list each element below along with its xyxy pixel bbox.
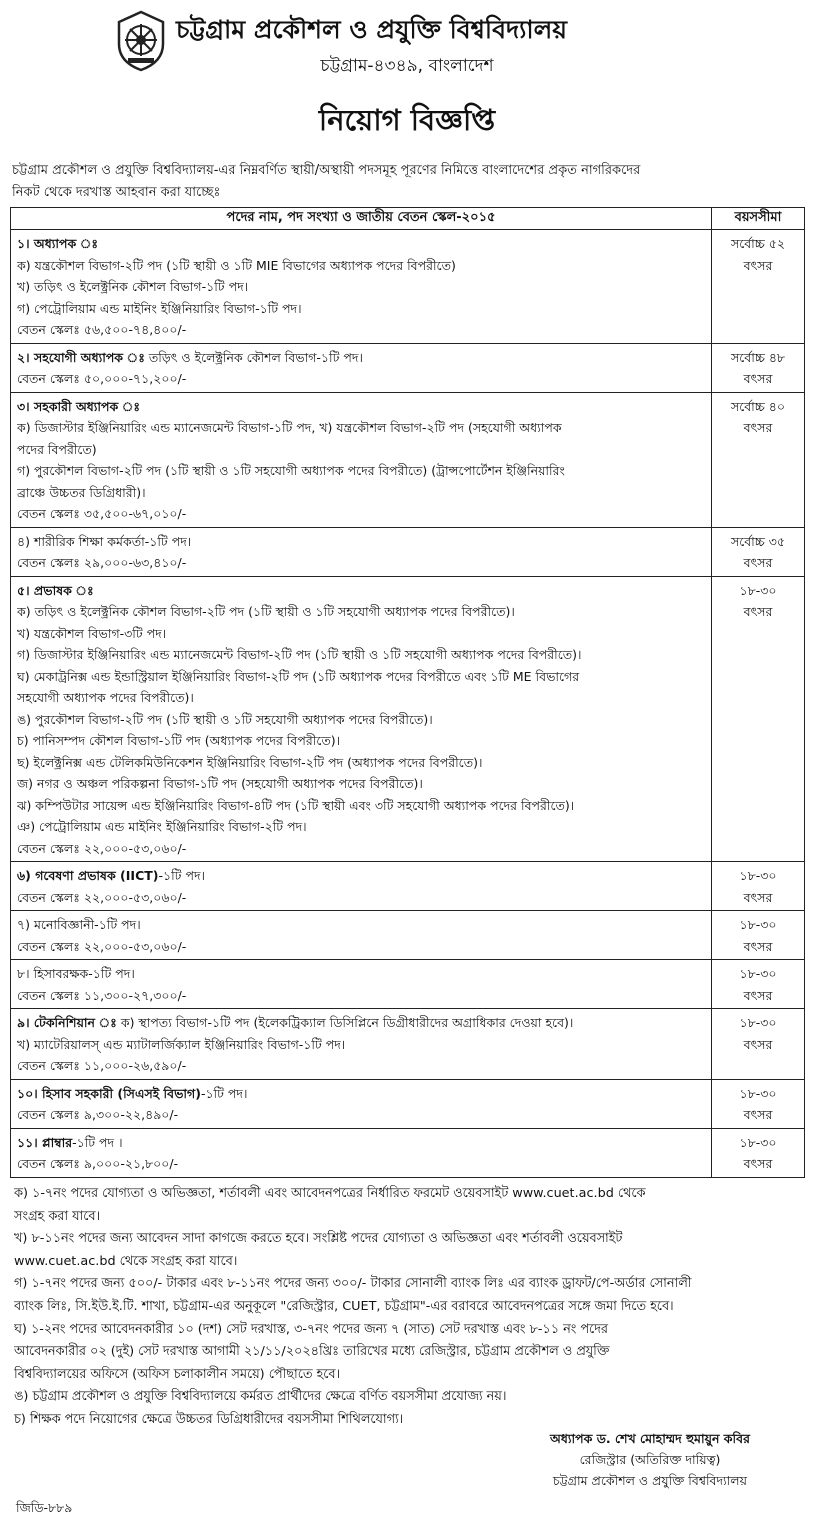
notes-section	[14, 1183, 806, 1432]
age-limit	[712, 343, 805, 392]
signatory-designation: রেজিস্ট্রার (অতিরিক্ত দায়িত্ব)	[579, 1452, 721, 1467]
note-line: খ) ৮-১১নং পদের জন্য আবেদন সাদা কাগজে করতে হবে। সংশ্লিষ্ট পদের যোগ্যতা ও অভিজ্ঞতা এবং শর্তাবলী ওয়েবসাইট	[14, 1231, 623, 1247]
table-header-row	[11, 208, 805, 230]
post-title: ৮। হিসাবরক্ষক-১টি পদ।	[17, 966, 135, 981]
age-limit	[712, 230, 805, 344]
post-title: ১। অধ্যাপক ঃ	[17, 236, 99, 251]
post-detail-line: বেতন স্কেলঃ ৫৬,৫০০-৭৪,৪০০/-	[17, 322, 187, 337]
table-row	[11, 1079, 805, 1128]
post-title: ১১। প্লাম্বার	[17, 1134, 73, 1150]
post-title: ৯। টেকনিশিয়ান ঃ	[17, 1015, 117, 1030]
post-detail-line: বেতন স্কেলঃ ৫০,০০০-৭১,২০০/-	[17, 371, 187, 386]
signature-block	[500, 1428, 800, 1491]
table-row	[11, 960, 805, 1009]
post-detail-line: ক) তড়িৎ ও ইলেক্ট্রনিক কৌশল বিভাগ-২টি পদ (১টি স্থায়ী ও ১টি সহযোগী অধ্যাপক পদের বিপরীতে)।	[17, 604, 515, 619]
age-limit-line: বৎসর	[743, 555, 773, 570]
age-limit-line: ১৮-৩০	[739, 582, 777, 598]
post-heading-line	[17, 865, 705, 887]
post-title: ২। সহযোগী অধ্যাপক ঃ	[17, 349, 145, 365]
post-description	[11, 1009, 712, 1080]
age-limit-line: বৎসর	[743, 889, 773, 905]
post-description	[11, 230, 712, 344]
age-limit-line: ১৮-৩০	[739, 1015, 777, 1030]
post-detail-line: ঘ) মেকাট্রনিক্স এন্ড ইন্ডাস্ট্রিয়াল ইঞ্জিনিয়ারিং বিভাগ-২টি পদ (১টি অধ্যাপক পদের বিপরীতে এবং ১টি ME বিভাগের	[17, 668, 580, 684]
post-detail-line: বেতন স্কেলঃ ২২,০০০-৫৩,০৬০/-	[17, 938, 187, 954]
intro-line: নিকট থেকে দরখাস্ত আহবান করা যাচ্ছেঃ	[12, 184, 221, 200]
table-row	[11, 230, 805, 344]
age-limit-line: ১৮-৩০	[739, 966, 777, 981]
note-line: ঘ) ১-২নং পদের আবেদনকারীর ১০ (দশ) সেট দরখাস্ত, ৩-৭নং পদের জন্য ৭ (সাত) সেট দরখাস্ত এবং ৮-১১ নং পদের	[14, 1321, 608, 1337]
age-limit	[712, 960, 805, 1009]
post-detail-line: ব্রাঞ্চে উচ্চতর ডিগ্রিধারী)।	[17, 484, 146, 500]
age-limit-line: ১৮-৩০	[739, 1085, 777, 1101]
col-header-age: বয়সসীমা	[712, 208, 805, 230]
notice-title: নিয়োগ বিজ্ঞপ্তি	[318, 103, 496, 137]
post-title: ৪) শারীরিক শিক্ষা কর্মকর্তা-১টি পদ।	[17, 533, 192, 549]
post-title: ৭) মনোবিজ্ঞানী-১টি পদ।	[17, 917, 141, 932]
post-title-detail: তড়িৎ ও ইলেক্ট্রনিক কৌশল বিভাগ-১টি পদ।	[144, 349, 363, 365]
post-detail-line: সহযোগী অধ্যাপক পদের বিপরীতে)।	[17, 690, 194, 705]
age-limit-line: সর্বোচ্চ ৩৫	[730, 533, 786, 549]
post-title-detail: ক) স্থাপত্য বিভাগ-১টি পদ (ইলেকট্রিক্যাল ডিসিপ্লিনে ডিগ্রীধারীদের অগ্রাধিকার দেওয়া হবে)।	[116, 1015, 574, 1030]
post-description	[11, 960, 712, 1009]
post-heading-line	[17, 347, 705, 369]
age-limit-line: সর্বোচ্চ ৫২	[730, 236, 786, 251]
post-detail-line: বেতন স্কেলঃ ২৯,০০০-৬৩,৪১০/-	[17, 555, 187, 570]
post-description	[11, 392, 712, 527]
note-line: আবেদনকারীর ০২ (দুই) সেট দরখাস্ত আগামী ২১/১১/২০২৪খ্রিঃ তারিখের মধ্যে রেজিস্ট্রার, চট্টগ্রাম প্রকৌশল ও প্রযুক্তি	[14, 1344, 610, 1360]
post-title: ৫। প্রভাষক ঃ	[17, 582, 94, 598]
post-detail-line: ক) ডিজাস্টার ইঞ্জিনিয়ারিং এন্ড ম্যানেজমেন্ট বিভাগ-১টি পদ, খ) যন্ত্রকৌশল বিভাগ-২টি পদ (সহযোগী অধ্যাপক	[17, 420, 562, 435]
age-limit	[712, 576, 805, 862]
post-detail-line: চ) পানিসম্পদ কৌশল বিভাগ-১টি পদ (অধ্যাপক পদের বিপরীতে)।	[17, 733, 341, 748]
post-description	[11, 343, 712, 392]
post-description	[11, 1079, 712, 1128]
note-line: ক) ১-৭নং পদের যোগ্যতা ও অভিজ্ঞতা, শর্তাবলী এবং আবেদনপত্রের নির্ধারিত ফরমেট ওয়েবসাইট www.cuet.ac.bd থেকে	[14, 1186, 646, 1201]
table-row	[11, 1128, 805, 1177]
age-limit-line: ১৮-৩০	[739, 868, 777, 883]
age-limit	[712, 1128, 805, 1177]
signatory-institution: চট্টগ্রাম প্রকৌশল ও প্রযুক্তি বিশ্ববিদ্যালয়	[553, 1473, 747, 1488]
age-limit	[712, 862, 805, 911]
university-name: চট্টগ্রাম প্রকৌশল ও প্রযুক্তি বিশ্ববিদ্যালয়	[176, 15, 567, 44]
age-limit-line: ১৮-৩০	[739, 917, 777, 932]
note-line: ব্যাংক লিঃ, সি.ইউ.ই.টি. শাখা, চট্টগ্রাম-এর অনুকূলে "রেজিস্ট্রার, CUET, চট্টগ্রাম"-এর বরাবরে আবেদনপত্রের সঙ্গে জমা দিতে হবে।	[14, 1298, 674, 1314]
post-detail-line: বেতন স্কেলঃ ১১,৩০০-২৭,৩০০/-	[17, 987, 187, 1003]
post-detail-line: খ) ম্যাটেরিয়ালস্ এন্ড ম্যাটালর্জিক্যাল ইঞ্জিনিয়ারিং বিভাগ-১টি পদ।	[17, 1036, 346, 1052]
post-detail-line: বেতন স্কেলঃ ২২,০০০-৫৩,০৬০/-	[17, 840, 187, 856]
age-limit-line: সর্বোচ্চ ৪৮	[730, 349, 786, 365]
age-limit-line: বৎসর	[743, 604, 773, 619]
signatory-name: অধ্যাপক ড. শেখ মোহাম্মদ হুমায়ুন কবির	[550, 1431, 750, 1446]
reference-number: জিডি-৮৮৯	[16, 1500, 73, 1515]
table-row	[11, 862, 805, 911]
post-heading-line	[17, 396, 705, 418]
post-heading-line	[17, 233, 705, 255]
age-limit	[712, 392, 805, 527]
col-header-post: পদের নাম, পদ সংখ্যা ও জাতীয় বেতন স্কেল-২০১৫	[11, 208, 712, 230]
post-title: ১০। হিসাব সহকারী (সিএসই বিভাগ)	[17, 1085, 201, 1101]
age-limit	[712, 911, 805, 960]
posts-table-body	[11, 230, 805, 1178]
age-limit-line: সর্বোচ্চ ৪০	[730, 398, 786, 414]
notice-header	[0, 0, 814, 160]
post-title-detail: -১টি পদ।	[158, 868, 205, 883]
post-description	[11, 911, 712, 960]
age-limit	[712, 1079, 805, 1128]
post-description	[11, 576, 712, 862]
note-line: বিশ্ববিদ্যালয়ের অফিসে (অফিস চলাকালীন সময়ে) পৌছাতে হবে।	[14, 1366, 341, 1382]
age-limit	[712, 1009, 805, 1080]
table-row	[11, 343, 805, 392]
note-line: ঙ) চট্টগ্রাম প্রকৌশল ও প্রযুক্তি বিশ্ববিদ্যালয়ে কর্মরত প্রার্থীদের ক্ষেত্রে বর্ণিত বয়সসীমা প্রযোজ্য নয়।	[14, 1389, 507, 1405]
note-line: সংগ্রহ করা যাবে।	[14, 1208, 101, 1224]
university-address: চট্টগ্রাম-৪৩৪৯, বাংলাদেশ	[320, 56, 494, 76]
note-line: www.cuet.ac.bd থেকে সংগ্রহ করা যাবে।	[14, 1253, 238, 1269]
posts-table	[10, 207, 805, 1178]
post-detail-line: বেতন স্কেলঃ ৯,৩০০-২২,৪৯০/-	[17, 1107, 179, 1122]
post-title: ৩। সহকারী অধ্যাপক ঃ	[17, 398, 141, 414]
post-heading-line	[17, 963, 705, 985]
post-detail-line: বেতন স্কেলঃ ২২,০০০-৫৩,০৬০/-	[17, 889, 187, 905]
post-detail-line: খ) যন্ত্রকৌশল বিভাগ-৩টি পদ।	[17, 625, 167, 641]
post-detail-line: জ) নগর ও অঞ্চল পরিকল্পনা বিভাগ-১টি পদ (সহযোগী অধ্যাপক পদের বিপরীতে)।	[17, 776, 423, 791]
post-description	[11, 1128, 712, 1177]
note-line: গ) ১-৭নং পদের জন্য ৫০০/- টাকার এবং ৮-১১নং পদের জন্য ৩০০/- টাকার সোনালী ব্যাংক লিঃ এর ব্যাংক ড্রাফট/পে-অর্ডার সোনালী	[14, 1276, 692, 1292]
post-heading-line	[17, 1083, 705, 1105]
age-limit-line: বৎসর	[743, 938, 773, 954]
table-row	[11, 911, 805, 960]
age-limit-line: বৎসর	[743, 1156, 773, 1171]
age-limit-line: বৎসর	[743, 1036, 773, 1052]
table-row	[11, 392, 805, 527]
intro-line: চট্টগ্রাম প্রকৌশল ও প্রযুক্তি বিশ্ববিদ্যালয়-এর নিম্নবর্ণিত স্থায়ী/অস্থায়ী পদসমূহ পূরণের নিমিত্তে বাংলাদেশের প্রকৃত নাগরিকদের	[12, 163, 641, 178]
post-heading-line	[17, 580, 705, 602]
post-detail-line: বেতন স্কেলঃ ৩৫,৫০০-৬৭,০১০/-	[17, 506, 187, 521]
post-heading-line	[17, 1012, 705, 1034]
post-detail-line: গ) পুরকৌশল বিভাগ-২টি পদ (১টি স্থায়ী ও ১টি সহযোগী অধ্যাপক পদের বিপরীতে) (ট্রান্সপোর্টেশন ইঞ্জিনিয়ারিং	[17, 463, 565, 478]
post-detail-line: গ) পেট্রোলিয়াম এন্ড মাইনিং ইঞ্জিনিয়ারিং বিভাগ-১টি পদ।	[17, 300, 302, 316]
post-detail-line: ছ) ইলেক্ট্রনিক্স এন্ড টেলিকমিউনিকেশন ইঞ্জিনিয়ারিং বিভাগ-২টি পদ (অধ্যাপক পদের বিপরীতে)।	[17, 754, 483, 770]
age-limit-line: বৎসর	[743, 371, 773, 386]
post-detail-line: বেতন স্কেলঃ ৯,০০০-২১,৮০০/-	[17, 1156, 179, 1171]
intro-paragraph	[12, 160, 802, 203]
age-limit	[712, 527, 805, 576]
note-line: চ) শিক্ষক পদে নিয়োগের ক্ষেত্রে উচ্চতর ডিগ্রিধারীদের বয়সসীমা শিথিলযোগ্য।	[14, 1411, 404, 1427]
age-limit-line: বৎসর	[743, 257, 773, 273]
post-detail-line: গ) ডিজাস্টার ইঞ্জিনিয়ারিং এন্ড ম্যানেজমেন্ট বিভাগ-২টি পদ (১টি স্থায়ী ও ১টি সহযোগী অধ্যাপক পদের বিপরীতে)।	[17, 647, 582, 662]
table-row	[11, 576, 805, 862]
post-heading-line	[17, 914, 705, 936]
post-heading-line	[17, 1132, 705, 1154]
post-detail-line: পদের বিপরীতে)	[17, 441, 97, 457]
post-detail-line: ঙ) পুরকৌশল বিভাগ-২টি পদ (১টি স্থায়ী ও ১টি সহযোগী অধ্যাপক পদের বিপরীতে)।	[17, 711, 433, 727]
post-title-detail: -১টি পদ ।	[72, 1134, 123, 1150]
age-limit-line: বৎসর	[743, 987, 773, 1003]
table-row	[11, 1009, 805, 1080]
post-detail-line: ঝ) কম্পিউটার সায়েন্স এন্ড ইঞ্জিনিয়ারিং বিভাগ-৪টি পদ (১টি স্থায়ী এবং ৩টি সহযোগী অধ্যাপক পদের বিপরীতে)।	[17, 797, 575, 813]
post-description	[11, 862, 712, 911]
post-detail-line: ঞ) পেট্রোলিয়াম এন্ড মাইনিং ইঞ্জিনিয়ারিং বিভাগ-২টি পদ।	[17, 819, 307, 834]
post-description	[11, 527, 712, 576]
post-heading-line	[17, 531, 705, 553]
table-row	[11, 527, 805, 576]
post-detail-line: বেতন স্কেলঃ ১১,০০০-২৬,৫৯০/-	[17, 1058, 187, 1073]
post-detail-line: খ) তড়িৎ ও ইলেক্ট্রনিক কৌশল বিভাগ-১টি পদ।	[17, 279, 249, 294]
post-title: ৬) গবেষণা প্রভাষক (IICT)	[17, 868, 159, 883]
age-limit-line: বৎসর	[743, 420, 773, 435]
age-limit-line: বৎসর	[743, 1107, 773, 1122]
age-limit-line: ১৮-৩০	[739, 1134, 777, 1150]
post-title-detail: -১টি পদ।	[200, 1085, 248, 1101]
post-detail-line: ক) যন্ত্রকৌশল বিভাগ-২টি পদ (১টি স্থায়ী ও ১টি MIE বিভাগের অধ্যাপক পদের বিপরীতে)	[17, 257, 456, 273]
